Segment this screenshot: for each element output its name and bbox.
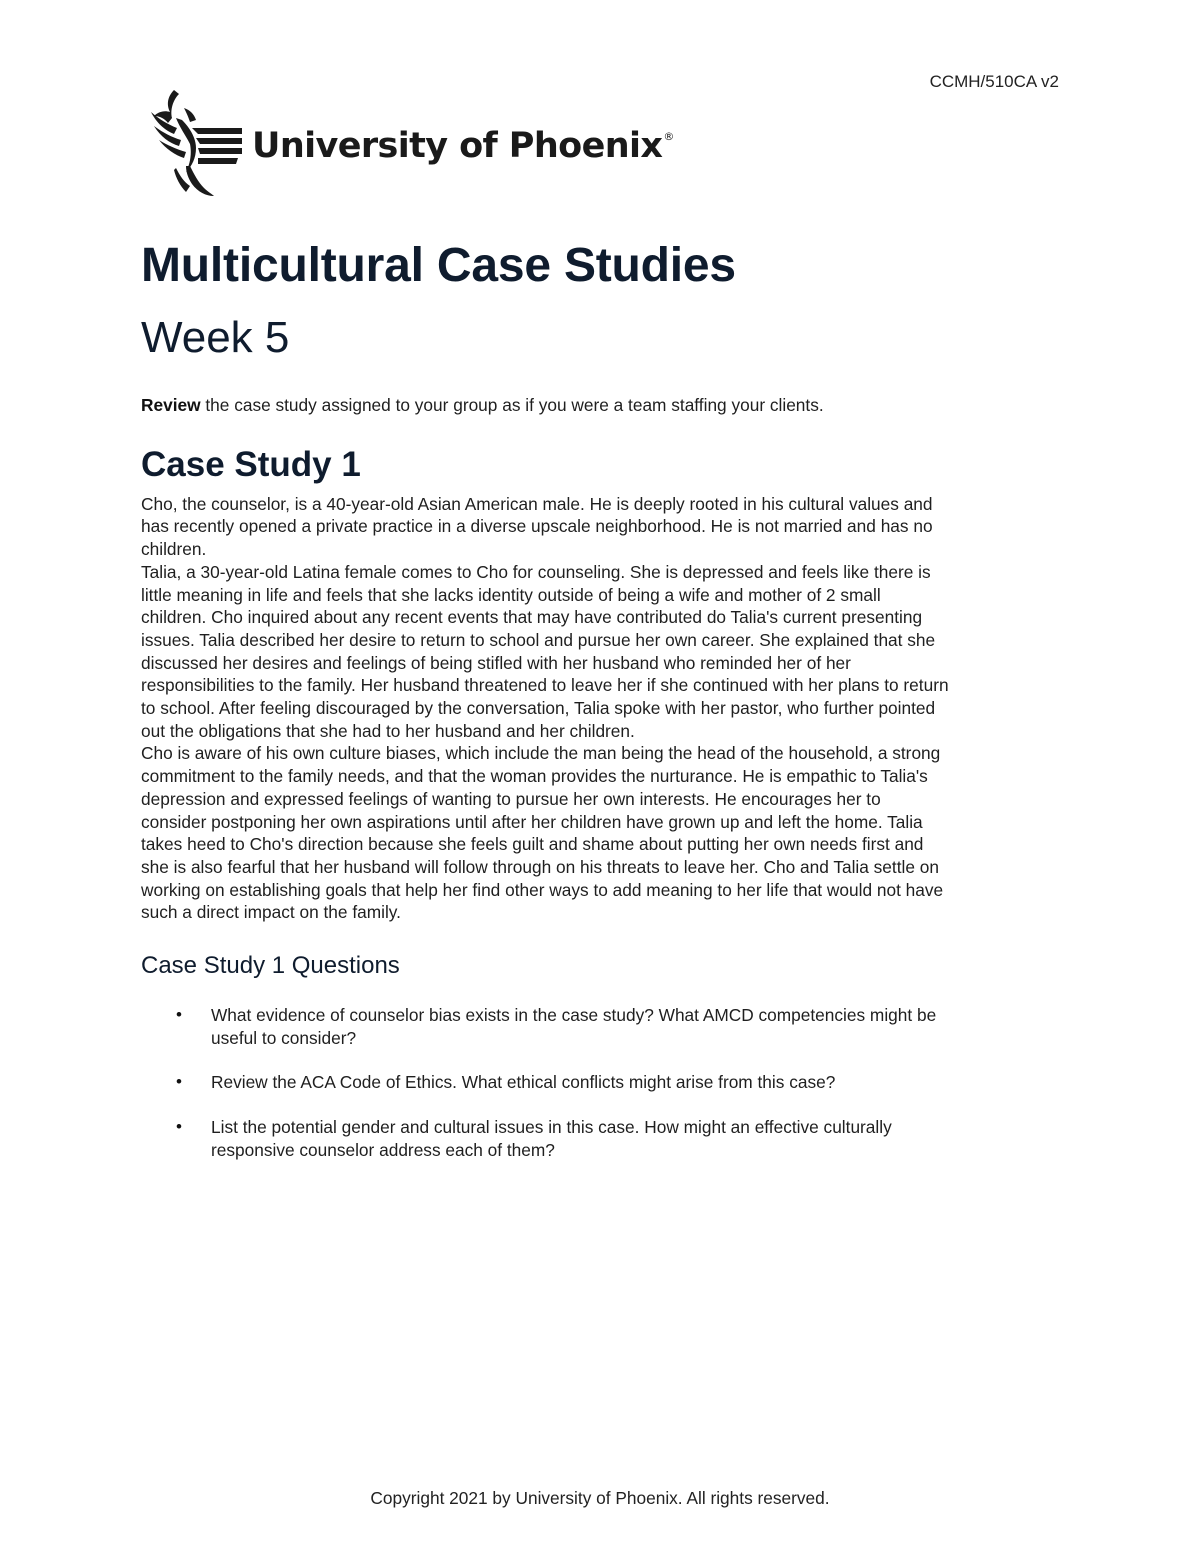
case-study-heading: Case Study 1 [141, 444, 361, 484]
bullet-icon: • [176, 1005, 182, 1025]
case-paragraph-3: Cho is aware of his own culture biases, which include the man being the head of the household, a strong commitment to the family needs, and that the woman provides the nurturance. He is empathic to Talia's depression and expressed feelings of wanting to pursue her own interests. He encourages her to consider postponing her own aspirations until after her children have grown up and left the home. Talia takes heed to Cho's direction because she feels guilt and shame about putting her own needs first and she is also fearful that her husband will follow through on his threats to leave her. Cho and Talia settle on working on establishing goals that help her find other ways to add meaning to her life that would not have such a direct impact on the family. [141, 743, 944, 923]
question-item [141, 1071, 1061, 1094]
bullet-icon: • [176, 1072, 182, 1092]
question-text: What evidence of counselor bias exists in the case study? What AMCD competencies might be useful to consider? [211, 1005, 937, 1048]
question-item [141, 1116, 1061, 1161]
bullet-icon: • [176, 1117, 182, 1137]
question-text: List the potential gender and cultural issues in this case. How might an effective culturally responsive counselor address each of them? [211, 1117, 892, 1160]
question-item [141, 1004, 1061, 1049]
logo-wordmark [252, 126, 674, 166]
questions-list [141, 1004, 1061, 1162]
week-subtitle: Week 5 [141, 313, 290, 362]
intro-text: the case study assigned to your group as if you were a team staffing your clients. [200, 395, 824, 415]
document-body [141, 232, 1061, 1184]
page-title: Multicultural Case Studies [141, 239, 736, 292]
case-paragraph-2: Talia, a 30-year-old Latina female comes to Cho for counseling. She is depressed and feels like there is little meaning in life and feels that she lacks identity outside of being a wife and mother of 2 small children. Cho inquired about any recent events that may have contributed do Talia's current presenting issues. Talia described her desire to return to school and pursue her own career. She explained that she discussed her desires and feelings of being stifled with her husband who reminded her of her responsibilities to the family. Her husband threatened to leave her if she continued with her plans to return to school. After feeling discouraged by the conversation, Talia spoke with her pastor, who further pointed out the obligations that she had to her husband and her children. [141, 561, 949, 741]
question-text: Review the ACA Code of Ethics. What ethical conflicts might arise from this case? [211, 1072, 836, 1093]
intro-bold: Review [141, 395, 201, 415]
phoenix-bird-icon [146, 88, 246, 198]
university-logo [146, 88, 674, 198]
questions-heading: Case Study 1 Questions [141, 952, 400, 980]
intro-paragraph [141, 394, 1061, 417]
logo-wordmark-text: University of Phoenix [252, 126, 663, 166]
registered-mark: ® [663, 130, 674, 143]
copyright-footer: Copyright 2021 by University of Phoenix. All rights reserved. [370, 1488, 830, 1508]
course-code: CCMH/510CA v2 [929, 72, 1059, 91]
case-paragraph-1: Cho, the counselor, is a 40-year-old Asian American male. He is deeply rooted in his cultural values and has recently opened a private practice in a diverse upscale neighborhood. He is not married and has no children. [141, 493, 933, 560]
